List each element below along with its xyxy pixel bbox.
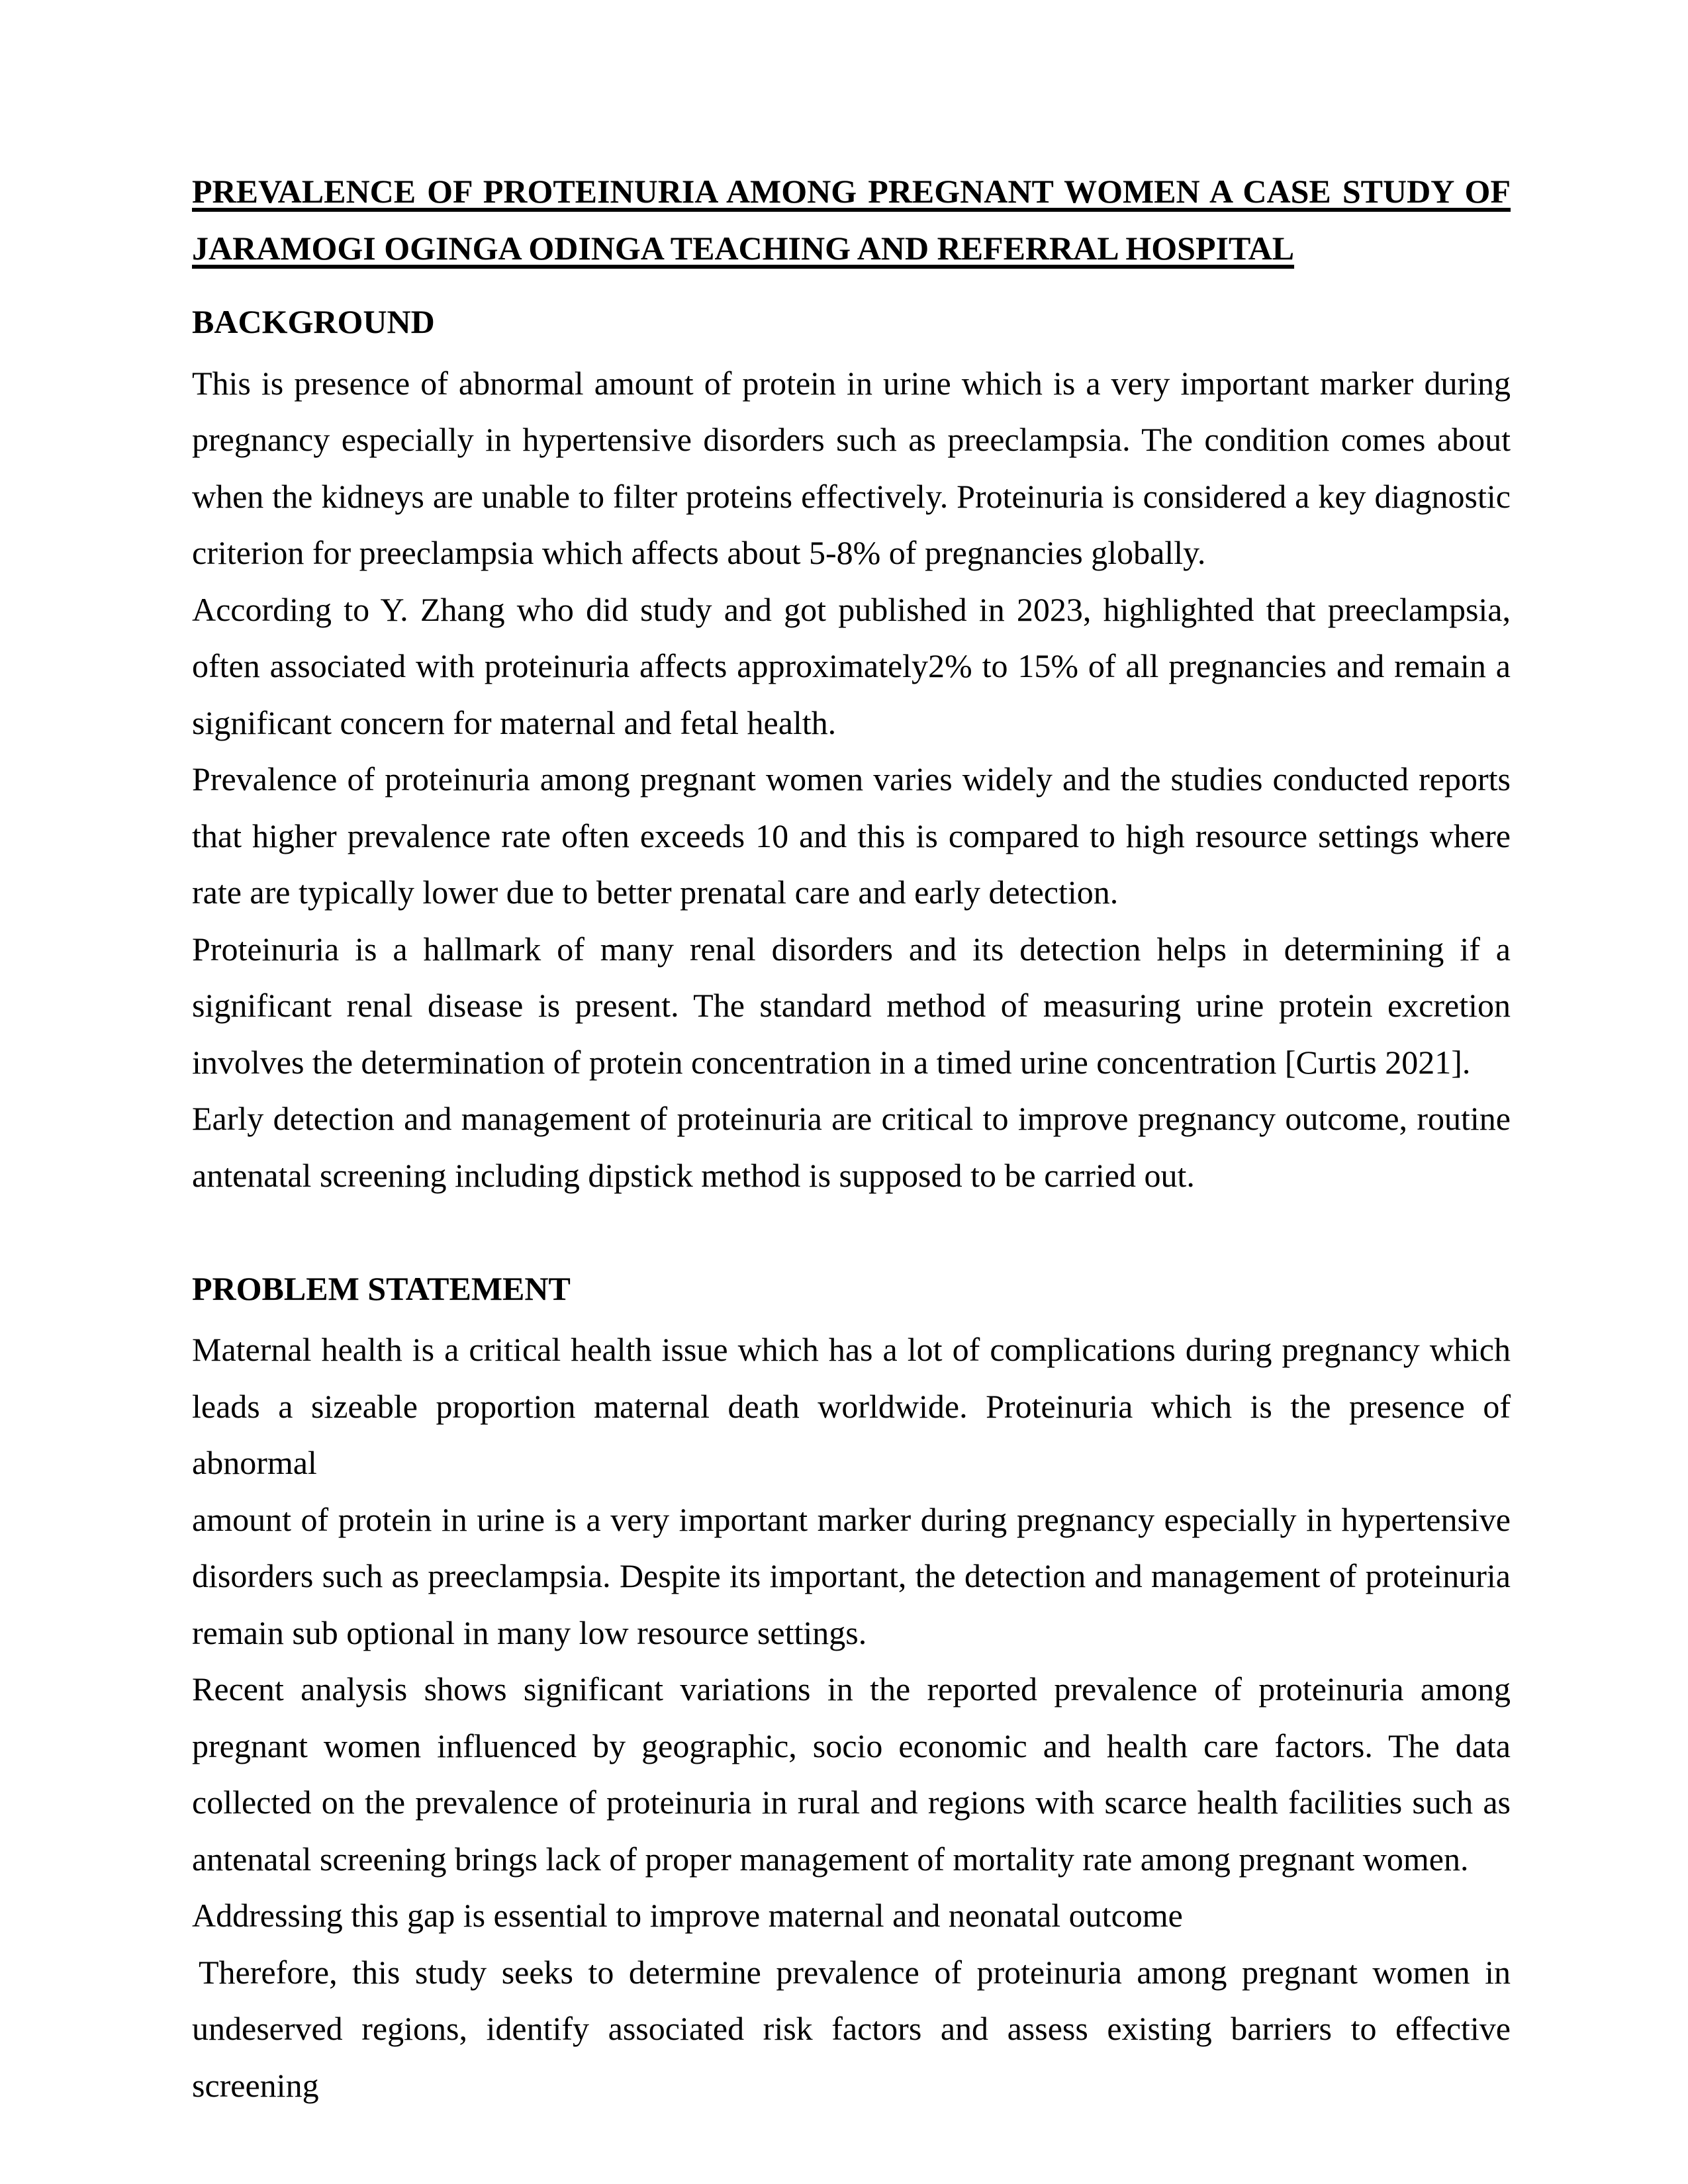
spacer	[192, 1317, 1511, 1322]
body-line: often associated with proteinuria affects approximately2% to 15% of all pregnancies and remain a	[192, 647, 1511, 684]
body-line: According to Y. Zhang who did study and got published in 2023, highlighted that preeclampsia,	[192, 590, 1511, 628]
body-line: This is presence of abnormal amount of protein in urine which is a very important marker during	[192, 364, 1511, 402]
body-line: Recent analysis shows significant variations in the reported prevalence of proteinuria among	[192, 1670, 1511, 1707]
body-line: antenatal screening brings lack of proper management of mortality rate among pregnant women.	[192, 1840, 1469, 1878]
body-line: pregnancy especially in hypertensive disorders such as preeclampsia. The condition comes about	[192, 421, 1511, 458]
body-line: that higher prevalence rate often exceeds 10 and this is compared to high resource settings where	[192, 817, 1511, 854]
body-line: amount of protein in urine is a very important marker during pregnancy especially in hypertensive	[192, 1500, 1511, 1538]
body-line: Proteinuria is a hallmark of many renal disorders and its detection helps in determining if a	[192, 930, 1511, 968]
section-heading-problem-statement: PROBLEM STATEMENT	[192, 1269, 571, 1307]
body-line: significant renal disease is present. The standard method of measuring urine protein excretion	[192, 987, 1511, 1024]
spacer	[192, 277, 1511, 294]
body-line: leads a sizeable proportion maternal death worldwide. Proteinuria which is the presence of abnormal	[192, 1387, 1511, 1481]
body-line: when the kidneys are unable to filter proteins effectively. Proteinuria is considered a key diagnostic	[192, 477, 1511, 515]
body-line: antenatal screening including dipstick method is supposed to be carried out.	[192, 1156, 1195, 1194]
body-line: Prevalence of proteinuria among pregnant women varies widely and the studies conducted reports	[192, 760, 1511, 797]
body-line: significant concern for maternal and fetal health.	[192, 704, 837, 741]
body-line: remain sub optional in many low resource settings.	[192, 1614, 867, 1651]
document-title-line-1: PREVALENCE OF PROTEINURIA AMONG PREGNANT WOMEN A CASE STUDY OF	[192, 173, 1511, 210]
body-line: Addressing this gap is essential to improve maternal and neonatal outcome	[192, 1897, 1183, 1934]
body-line: involves the determination of protein concentration in a timed urine concentration [Curtis 2021].	[192, 1043, 1471, 1081]
body-line: pregnant women influenced by geographic, socio economic and health care factors. The data	[192, 1727, 1511, 1764]
body-line: Maternal health is a critical health issue which has a lot of complications during pregnancy which	[192, 1331, 1511, 1368]
body-line: criterion for preeclampsia which affects about 5-8% of pregnancies globally.	[192, 534, 1206, 571]
body-line: Therefore, this study seeks to determine prevalence of proteinuria among pregnant women in	[199, 1953, 1511, 1991]
section-heading-background: BACKGROUND	[192, 303, 435, 340]
document-body	[192, 163, 1511, 2114]
body-line: undeserved regions, identify associated risk factors and assess existing barriers to effective screening	[192, 2010, 1511, 2104]
document-title-line-2: JARAMOGI OGINGA ODINGA TEACHING AND REFERRAL HOSPITAL	[192, 229, 1295, 267]
body-line: rate are typically lower due to better prenatal care and early detection.	[192, 874, 1119, 911]
body-line: Early detection and management of proteinuria are critical to improve pregnancy outcome, routine	[192, 1100, 1511, 1137]
spacer	[192, 351, 1511, 355]
body-line: collected on the prevalence of proteinuria in rural and regions with scarce health facilities such as	[192, 1784, 1511, 1821]
blank-line	[192, 1204, 1511, 1261]
body-line: disorders such as preeclampsia. Despite its important, the detection and management of proteinuria	[192, 1557, 1511, 1594]
